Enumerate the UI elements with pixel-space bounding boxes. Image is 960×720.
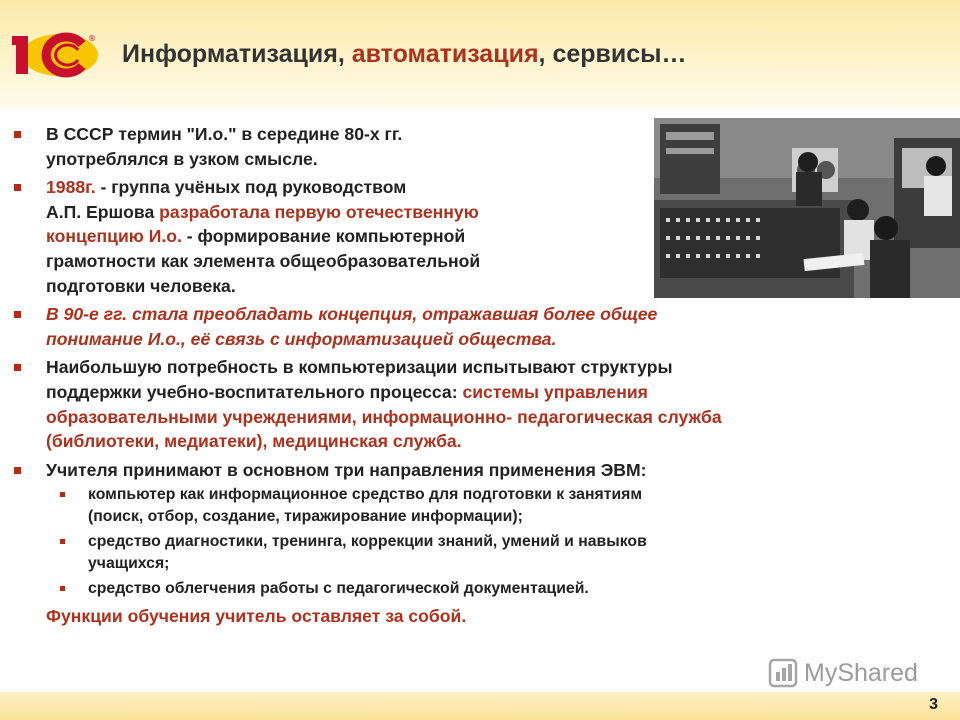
highlight-text: системы управления: [462, 381, 648, 402]
slide-title: [122, 40, 687, 69]
bullet-item: [14, 122, 944, 171]
page-number: 3: [929, 696, 938, 713]
bullet-line: понимание И.о., её связь с информатизацией общества.: [46, 328, 557, 349]
bullet-line: В 90-е гг. стала преобладать концепция, отражавшая более общее: [46, 304, 658, 325]
sub-bullet-line: учащихся;: [88, 555, 170, 573]
bullet-text: поддержки учебно-воспитательного процесса:: [46, 381, 463, 402]
registered-mark: ®: [88, 34, 96, 43]
bullet-line: [46, 200, 944, 225]
bullet-item: [14, 458, 944, 483]
highlight-text: разработала первую отечественную: [159, 201, 479, 222]
title-part-3: , сервисы…: [538, 40, 687, 68]
slide-footer: [0, 692, 960, 720]
bullet-line: Наибольшую потребность в компьютеризации испытывают структуры: [46, 357, 673, 378]
bullet-line: В СССР термин "И.о." в середине 80-х гг.: [46, 124, 403, 144]
1c-logo: [8, 28, 100, 80]
year-highlight: 1988г.: [46, 177, 96, 198]
sub-bullet-line: (поиск, отбор, создание, тиражирование информации);: [88, 508, 523, 526]
bullet-line: образовательными учреждениями, информационно- педагогическая служба: [46, 406, 722, 427]
myshared-watermark[interactable]: [768, 656, 928, 690]
slide-body: [14, 122, 944, 629]
myshared-logo-icon: [768, 658, 798, 688]
bullet-line: [46, 380, 944, 405]
sub-bullet-item: [14, 531, 944, 575]
bullet-text: - формирование компьютерной: [181, 226, 466, 247]
bullet-line: употреблялся в узком смысле.: [46, 148, 318, 169]
bullet-text: - группа учёных под руководством: [95, 177, 407, 198]
bullet-line: грамотности как элемента общеобразовательной: [46, 250, 481, 271]
slide-header: [0, 0, 960, 108]
closing-statement: Функции обучения учитель оставляет за собой.: [46, 606, 467, 627]
watermark-text: MyShared: [804, 658, 918, 687]
bullet-item: [14, 302, 944, 351]
bullet-line: Учителя принимают в основном три направления применения ЭВМ:: [46, 459, 647, 480]
bullet-line: [46, 224, 944, 249]
bullet-item: [14, 355, 944, 453]
bullet-text: А.П. Ершова: [46, 201, 160, 222]
bullet-line: подготовки человека.: [46, 275, 236, 296]
sub-bullet-item: [14, 578, 944, 600]
sub-bullet-line: средство диагностики, тренинга, коррекции знаний, умений и навыков: [88, 533, 647, 551]
sub-bullet-line: средство облегчения работы с педагогической документацией.: [88, 580, 589, 598]
bullet-line: (библиотеки, медиатеки), медицинская служба.: [46, 431, 462, 452]
sub-bullet-line: компьютер как информационное средство для подготовки к занятиям: [88, 486, 643, 504]
sub-bullet-item: [14, 484, 944, 528]
highlight-text: концепцию И.о.: [46, 226, 182, 247]
bullet-item: [14, 175, 944, 298]
bullet-line: [46, 175, 944, 200]
title-part-2: автоматизация: [351, 40, 539, 68]
title-part-1: Информатизация,: [122, 40, 352, 68]
